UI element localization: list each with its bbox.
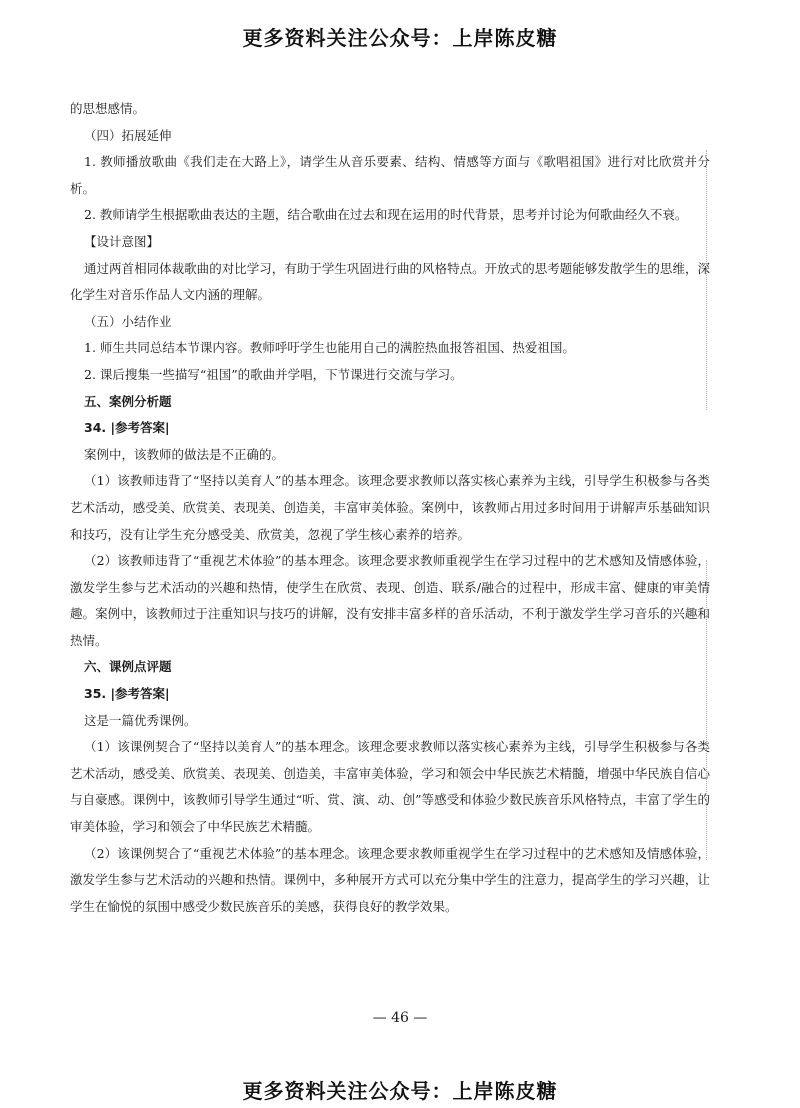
paragraph: 1. 教师播放歌曲《我们走在大路上》，请学生从音乐要素、结构、情感等方面与《歌唱祖国》进行对比欣赏并分析。 [70,154,710,196]
answer-label: 34. |参考答案| [84,420,170,436]
part-heading: 五、案例分析题 [84,393,172,409]
paragraph: 的思想感情。 [70,101,146,116]
paragraph: （2）该教师违背了“重视艺术体验”的基本理念。该理念要求教师重视学生在学习过程中的艺术感知及情感体验，激发学生参与艺术活动的兴趣和热情，使学生在欣赏、表现、创造、联系/融合的过程中，形成丰富、健康的审美情趣。案例中，该教师过于注重知识与技巧的讲解，没有安排丰富多样的音乐活动，不利于激发学生学习音乐的兴趣和热情。 [70,553,710,648]
design-intent-label: 【设计意图】 [84,233,160,249]
paragraph: 这是一篇优秀课例。 [84,712,197,728]
answer-label: 35. |参考答案| [84,686,170,702]
part-heading: 六、课例点评题 [84,659,172,675]
page-body [70,96,710,920]
paragraph: 案例中，该教师的做法是不正确的。 [84,446,285,462]
paragraph: 通过两首相同体裁歌曲的对比学习，有助于学生巩固进行曲的风格特点。开放式的思考题能够发散学生的思维，深化学生对音乐作品人文内涵的理解。 [70,260,710,303]
section-heading: （五）小结作业 [84,313,172,329]
paragraph: （2）该课例契合了“重视艺术体验”的基本理念。该理念要求教师重视学生在学习过程中的艺术感知及情感体验，激发学生参与艺术活动的兴趣和热情。课例中，多种展开方式可以充分集中学生的注意力，提高学生的学习兴趣，让学生在愉悦的氛围中感受少数民族音乐的美感，获得良好的教学效果。 [70,845,710,914]
paragraph: （1）该课例契合了“坚持以美育人”的基本理念。该理念要求教师以落实核心素养为主线，引导学生积极参与各类艺术活动，感受美、欣赏美、表现美、创造美，丰富审美体验，学习和领会中华民族艺术精髓，增强中华民族自信心与自豪感。课例中，该教师引导学生通过“听、赏、演、动、创”等感受和体验少数民族音乐风格特点，丰富了学生的审美体验，学习和领会了中华民族艺术精髓。 [70,739,710,835]
paragraph: 2. 教师请学生根据歌曲表达的主题，结合歌曲在过去和现在运用的时代背景，思考并讨论为何歌曲经久不衰。 [84,207,688,223]
paragraph: （1）该教师违背了“坚持以美育人”的基本理念。该理念要求教师以落实核心素养为主线，引导学生积极参与各类艺术活动，感受美、欣赏美、表现美、创造美，丰富审美体验。案例中，该教师占用过多时间用于讲解声乐基础知识和技巧，没有让学生充分感受美、欣赏美，忽视了学生核心素养的培养。 [70,473,710,542]
paragraph: 1. 师生共同总结本节课内容。教师呼吁学生也能用自己的满腔热血报答祖国、热爱祖国。 [84,340,575,356]
scan-edge-mark [706,150,707,410]
page-number: — 46 — [372,1010,428,1026]
footer-banner: 更多资料关注公众号：上岸陈皮糖 [242,1079,558,1103]
paragraph: 2. 课后搜集一些描写“祖国”的歌曲并学唱，下节课进行交流与学习。 [84,366,463,382]
section-heading: （四）拓展延伸 [84,127,172,143]
header-banner: 更多资料关注公众号：上岸陈皮糖 [242,26,558,50]
scan-edge-mark [706,560,707,860]
